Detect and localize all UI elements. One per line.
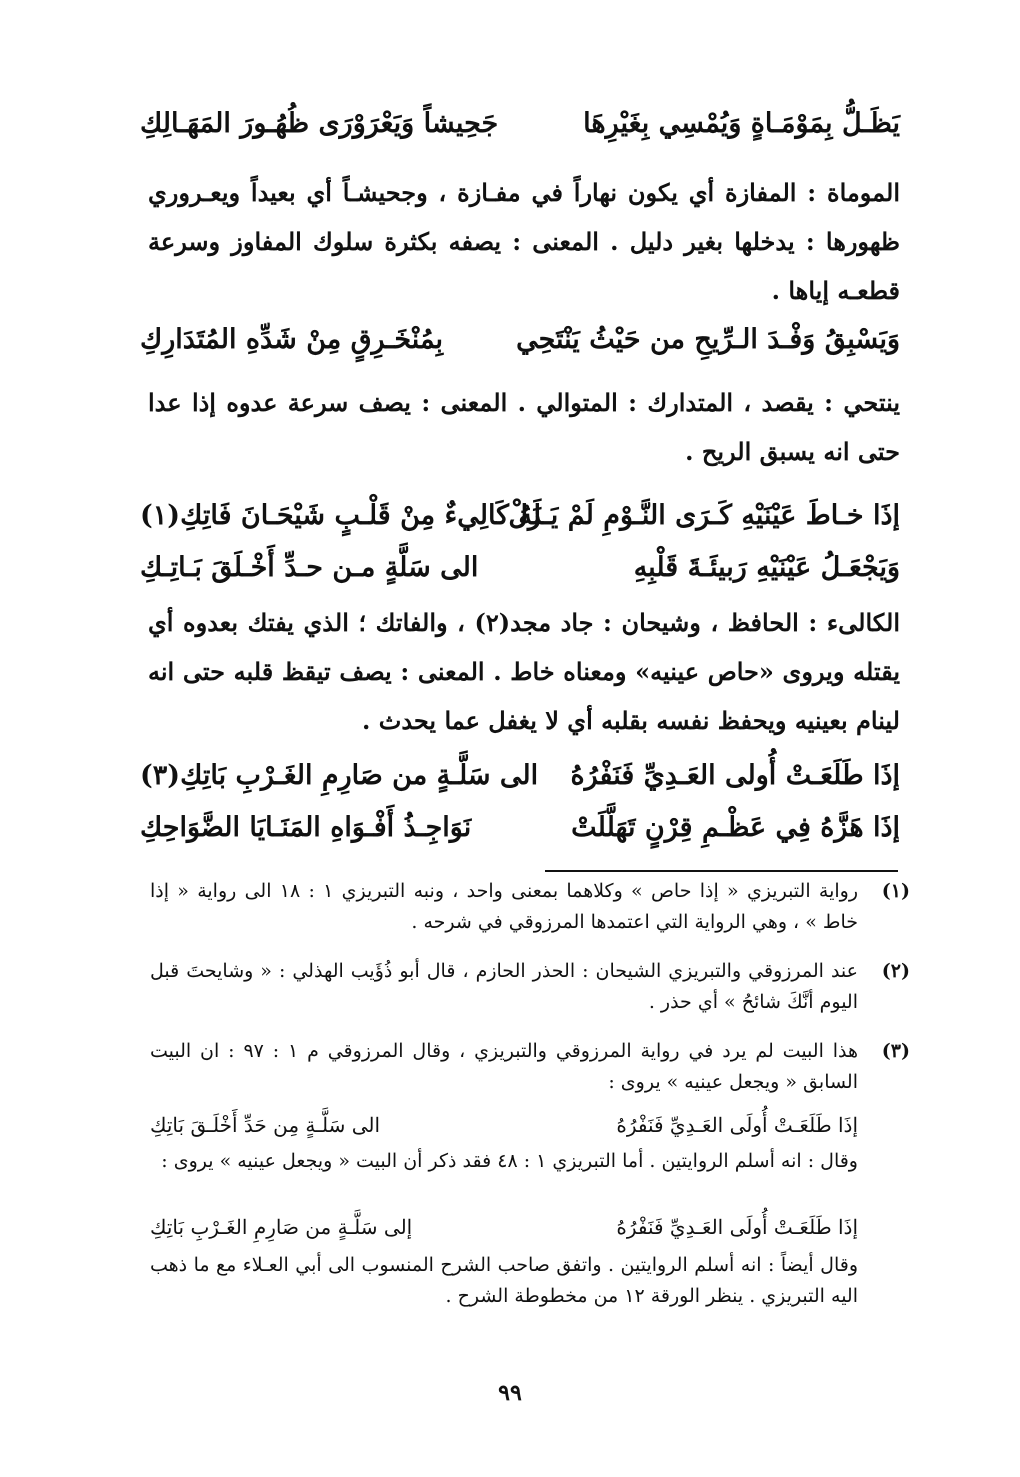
footnote-verse <box>150 1110 858 1140</box>
footnote <box>150 1036 910 1100</box>
verse-line <box>140 492 900 540</box>
verse-first-hemistich: إذَا طَلَعَـتْ أُولى العَـدِيِّ فَنَفْرُهُ <box>570 760 900 791</box>
footnote-number: (٢) <box>881 960 910 982</box>
verse-first-hemistich: إذَا هَزَّهُ فِي عَظْـمِ قِرْنٍ تَهَلَّلَتْ <box>571 812 900 843</box>
verse-line <box>140 804 900 852</box>
commentary-paragraph: الكالىء : الحافظ ، وشيحان : جاد مجد(٢) ، والفاتك ؛ الذي يفتك بعدوه أي يقتله ويروى «حاص عينيه» ومعناه خاط . المعنى : يصف تيقظ قلبه حتى انه لينام بعينيه ويحفظ نفسه بقلبه أي لا يغفل عما يحدث . <box>148 608 900 735</box>
verse-second-hemistich: جَحِيشاً وَيَعْرَوْرَى ظُهُـورَ المَهَـالِكِ <box>140 108 499 139</box>
verse-first-hemistich: يَظَـلُّ بِمَوْمَـاةٍ وَيُمْسِي بِغَيْرِهَا <box>583 108 900 139</box>
verse-second-hemistich: لَهُ كَالِيءٌ مِنْ قَلْـبٍ شَيْحَـانَ فَاتِكِ(١) <box>140 500 542 531</box>
verse-second-hemistich: نَوَاجِـذُ أَفْـوَاهِ المَنَـايَا الضَّوَاحِكِ <box>140 812 472 843</box>
verse-second-hemistich: بِمُنْخَـرِقٍ مِنْ شَدِّهِ المُتَدَارِكِ <box>140 324 444 355</box>
footnote <box>150 956 910 1020</box>
verse-line <box>140 316 900 364</box>
verse-first-hemistich: إذَا طَلَعَـتْ أُولَى العَـدِيِّ فَنَفْرُهُ <box>616 1113 858 1137</box>
verse-first-hemistich: وَيَجْعَـلُ عَيْنَيْهِ رَبيئَـةَ قَلْبِهِ <box>633 552 900 583</box>
footnote-number: (١) <box>881 880 910 902</box>
footnote-verse <box>150 1212 858 1242</box>
verse-second-hemistich: الى سَلَّـةٍ مِن حَدِّ أَخْلَـقَ بَاتِكِ <box>150 1113 381 1137</box>
verse-line <box>140 100 900 148</box>
footnote-separator <box>545 870 898 872</box>
page-number: ٩٩ <box>498 1380 522 1406</box>
verse-line <box>140 544 900 592</box>
verse-first-hemistich: إذَا طَلَعَـتْ أُولَى العَـدِيِّ فَنَفْرُهُ <box>616 1215 858 1239</box>
footnote-text: عند المرزوقي والتبريزي الشيحان : الحذر الحازم ، قال أبو ذُؤَيب الهذلي : « وشايحتَ قبل اليوم أنَّكَ شائحُ » أي حذر . <box>150 960 858 1013</box>
footnote-text: رواية التبريزي « إذا حاص » وكلاهما بمعنى واحد ، ونبه التبريزي ١ : ١٨ الى رواية « إذا خاط » ، وهي الرواية التي اعتمدها المرزوقي في شرحه . <box>150 880 858 933</box>
footnote-continuation <box>150 1250 910 1314</box>
footnote-number: (٣) <box>881 1040 910 1062</box>
commentary-paragraph: الموماة : المفازة أي يكون نهاراً في مفـازة ، وجحيشـاً أي بعيداً ويعـروري ظهورها : يدخلها بغير دليل . المعنى : يصفه بكثرة سلوك المفاوز وسرعة قطعـه إياها . <box>148 178 900 305</box>
verse-second-hemistich: الى سَلَّـةٍ من صَارِمِ الغَـرْبِ بَاتِكِ(٣) <box>140 760 539 791</box>
verse-first-hemistich: وَيَسْبِقُ وَفْـدَ الـرِّيحِ من حَيْثُ يَنْتَحِي <box>516 324 900 355</box>
footnote-text: وقال : انه أسلم الروايتين . أما التبريزي ١ : ٤٨ فقد ذكر أن البيت « ويجعل عينيه » يروى : <box>161 1150 858 1172</box>
verse-line <box>140 752 900 800</box>
footnote <box>150 876 910 940</box>
footnote-continuation <box>150 1146 910 1210</box>
verse-second-hemistich: الى سَلَّةٍ مـن حـدِّ أَخْـلَقَ بَـاتِـكِ <box>140 552 479 583</box>
verse-first-hemistich: إذَا خـاطَ عَيْنَيْهِ كَـرَى النَّـوْمِ لَمْ يَـزَلْ <box>508 500 900 531</box>
commentary-paragraph: ينتحي : يقصد ، المتدارك : المتوالي . المعنى : يصف سرعة عدوه إذا عدا حتى انه يسبق الريح . <box>148 388 900 466</box>
verse-second-hemistich: إلى سَلَّـةٍ من صَارِمِ الغَـرْبِ بَاتِكِ <box>150 1215 413 1239</box>
footnote-text: وقال أيضاً : انه أسلم الروايتين . واتفق صاحب الشرح المنسوب الى أبي العـلاء مع ما ذهب اليه التبريزي . ينظر الورقة ١٢ من مخطوطة الشرح . <box>150 1254 858 1307</box>
footnote-text: هذا البيت لم يرد في رواية المرزوقي والتبريزي ، وقال المرزوقي م ١ : ٩٧ : ان البيت السابق « ويجعل عينيه » يروى : <box>150 1040 858 1093</box>
